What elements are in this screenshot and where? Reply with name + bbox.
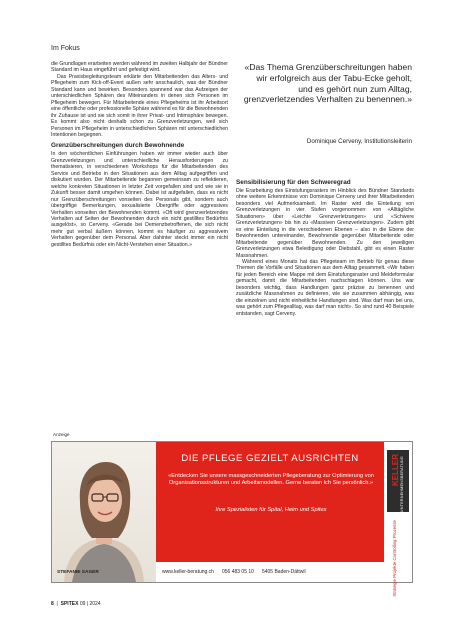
advertisement[interactable] <box>51 441 413 597</box>
pull-quote: «Das Thema Grenzüberschreitungen haben wir erfolgreich aus der Tabu-Ecke geholt, und es gehört nun zum Alltag, grenzverletzendes Verhalten zu benennen.» <box>243 62 412 105</box>
ad-headline: DIE PFLEGE GEZIELT AUSRICHTEN <box>181 453 359 464</box>
paragraph: Das Praxisbegleitungsteam erklärte den Mitarbeitenden das Alters- und Pflegeheim zum Kick-off-Event außen sehr anschaulich, was der Bündner Standard kann und bewirken. Besonders spannend war das Aufzeigen der unterschiedlichen Sphären des Miteinanders in denen sich Personen im Pflegeheim bewegen. Für Mitarbeitende eines Pflegeheims ist ihr Arbeitsort eine öffentliche oder professionelle Sphäre während es für die Bewohnenden ihr Zuhause ist und sie sich somit in ihrer Privat- und Intimsphäre bewegen. Es kommt also nicht deshalb schon zu Grenzverletzungen, weil sich Personen im Pflegeheim in unterschiedlichen Sphären mit unterschiedlichen Intentionen begegnen. <box>51 73 228 138</box>
address: 5405 Baden-Dättwil <box>261 569 306 575</box>
issue-number: 09 | 2024 <box>79 601 101 607</box>
magazine-name: SPITEX <box>60 601 79 607</box>
ad-tagline: Ihre Spezialisten für Spital, Heim und Spitex <box>215 507 327 513</box>
article-column-right <box>236 179 414 317</box>
ad-contact-bar <box>156 562 384 582</box>
paragraph: Während eines Monats hat das Pflegeteam im Betrieb für genau diese Themen die Vorfälle und Situationen aus dem Alltag gesammelt. «Wir haben für jeden Bereich eine Mappe mit dem Einstufungsraster und Meldeformular gemacht, damit die Mitarbeitenden nachschlagen können. Uns war besonders wichtig, dass Handlungen ganz präzise zu benennen und zusätzliche Massnahmen zu definieren, wie sie zusammen abhängig, was die einzelnen und nicht einheitliche Handlungen sind. Was darf man bei uns, was gehört zum Pflegealltag, was darf man nicht». So sind rund 40 Beispiele entstanden, sagt Cerveny. <box>236 258 414 317</box>
person-name: STEFANIE SAGER <box>57 570 99 575</box>
logo-block <box>387 450 409 512</box>
paragraph: In den wöchentlichen Einführungen haben wir immer wieder auch über Grenzverletzungen und unterschiedliche Herausforderungen zu thematisieren, in verschiedenen Workshops für die Mitarbeitenden des Service und Betriebs in den Situationen aus dem Alltag aufgegriffen und diskutiert wurden. Der Mitarbeitende begannen gemeinsam zu reflektieren, welche konkreten Situationen in letzter Zeit vorgefallen sind und wie sie in Zukunft besser damit umgehen können. Dabei ist aufgefallen, dass es nicht nur Grenzüberschreitungen vonseiten des Personals gibt, sondern auch übergriffige Bemerkungen, sexualisierte Übergriffe oder aggressives Verhalten vonseiten der Bewohnenden kommt. «Oft wird grenzverletzendes Verhalten auf Seiten der Bewohnenden durch ein nicht gestilltes Bedürfnis ausgelöst», so Cerveny. «Gerade bei Demenzbetroffenen, die sich nicht mehr gut verbal äußern können, kommt es häufiger zu aggressivem Verhalten gegenüber dem Personal. Aber dahinter steckt immer ein nicht gestilltes Bedürfnis oder ein Nicht-Verstehen einer Situation.» <box>51 151 228 248</box>
phone-number[interactable]: 056 483 05 10 <box>221 569 254 575</box>
subheading: Sensibilisierung für den Schweregrad <box>236 179 351 186</box>
ad-body-text: «Entdecken Sie unsere massgeschneiderten Pflegeberatung zur Optimierung von Organisationsstrukturen und Arbeitsmodellen. Gerne beraten ich Sie persönlich.» <box>168 473 374 487</box>
logo-wordmark: KELLER <box>391 454 400 486</box>
subheading: Grenzüberschreitungen durch Bewohnende <box>51 142 185 150</box>
ad-label: Anzeige <box>53 432 70 437</box>
section-label: Im Fokus <box>51 45 80 52</box>
ad-red-panel <box>156 442 384 562</box>
page-footer: 8 | SPITEX 09 | 2024 <box>51 601 101 607</box>
website-link[interactable]: www.keller-beratung.ch <box>162 569 214 575</box>
company-logo[interactable] <box>384 442 412 597</box>
logo-services: Strategie Projekte Controlling Prozesse <box>392 520 397 597</box>
page-number: 8 <box>51 601 54 607</box>
portrait-photo <box>52 442 156 582</box>
portrait-illustration <box>52 442 156 582</box>
paragraph: Die Erarbeitung des Einstufungsrasters im Hinblick des Bündner Standards ohne weitere Erkenntnisse von Dominique Cerveny und ihrer Mitarbeitenden besonders viel Aufmerksamkeit. Im Raster wird die Einteilung von Grenzverletzungen in vier Stufen vorgenommen: von «Alltägliche Situationen» über «Leichte Grenzverletzungen» und «Schwere Grenzverletzungen» bis hin zu «Massiven Grenzverletzungen». Zudem gibt es eine Einteilung in die verschiedenen Ebenen – also in die Ebene der Bewohnenden untereinander, Bewohnende gegenüber Mitarbeitende oder Mitarbeitende gegenüber Bewohnenden. Zu den jeweiligen Grenzverletzungen etwa Beleidigung oder Diebstahl, gibt es einen Raster Massnahmen. <box>236 188 414 259</box>
article-column-left <box>51 61 228 248</box>
pull-quote-author: Dominique Cerveny, Institutionsleiterin <box>306 138 412 145</box>
logo-subtitle: UNTERNEHMENSBERATUNG <box>400 456 404 513</box>
paragraph: die Grundlagen erarbeiten werden während im zweiten Halbjahr der Bündner Standard im Haus eingeführt und gefestigt wird. <box>51 61 228 74</box>
